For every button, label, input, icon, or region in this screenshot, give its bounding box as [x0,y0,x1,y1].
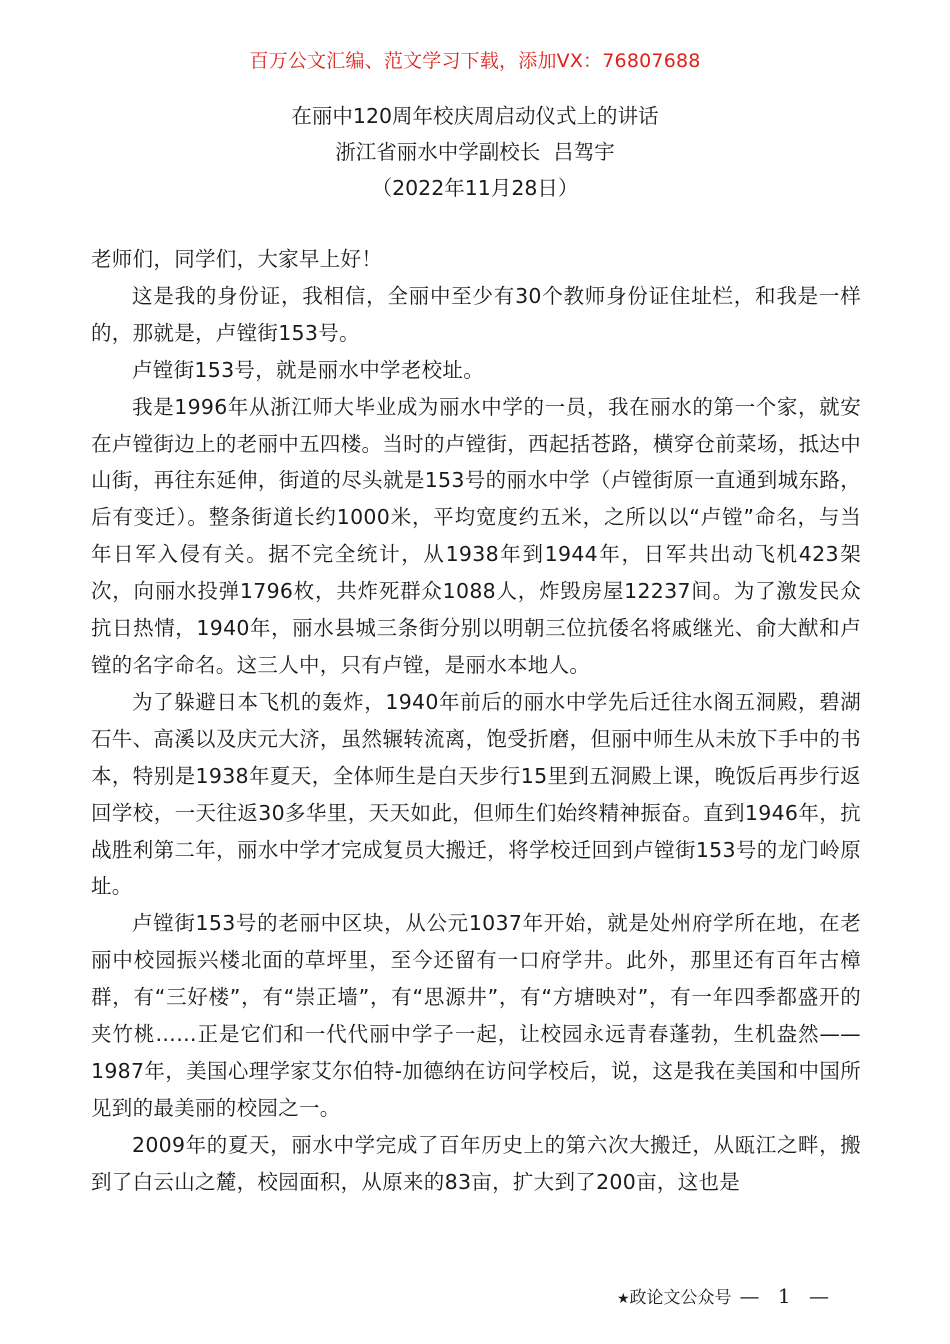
footer-source: 政论文公众号 [629,1288,732,1308]
paragraph: 为了躲避日本飞机的轰炸，1940年前后的丽水中学先后迁往水阁五洞殿，碧湖石牛、高溪以及庆元大济，虽然辗转流离，饱受折磨，但丽中师生从未放下手中的书本，特别是1938年夏天，全体师生是白天步行15里到五洞殿上课，晚饭后再步行返回学校，一天往返30多华里，天天如此，但师生们始终精神振奋。直到1946年，抗战胜利第二年，丽水中学才完成复员大搬迁，将学校迁回到卢镗街153号的龙门岭原址。 [91,689,861,899]
paragraph: 卢镗街153号的老丽中区块，从公元1037年开始，就是处州府学所在地，在老丽中校园振兴楼北面的草坪里，至今还留有一口府学井。此外，那里还有百年古樟群，有“三好楼”，有“崇正墙”，有“思源井”，有“方塘映对”，有一年四季都盛开的夹竹桃……正是它们和一代代丽中学子一起，让校园永远青春蓬勃，生机盎然——1987年，美国心理学家艾尔伯特-加德纳在访问学校后，说，这是我在美国和中国所见到的最美丽的校园之一。 [91,911,861,1120]
speech-body [91,241,861,1201]
speech-title: 在丽中120周年校庆周启动仪式上的讲话 [291,104,659,128]
page-number: — 1 — [739,1283,835,1308]
page-footer [617,1283,835,1308]
paragraph: 我是1996年从浙江师大毕业成为丽水中学的一员，我在丽水的第一个家，就安在卢镗街边上的老丽中五四楼。当时的卢镗街，西起括苍路，横穿仓前菜场，抵达中山街，再往东延伸，街道的尽头就是153号的丽水中学（卢镗街原一直通到城东路，后有变迁）。整条街道长约1000米，平均宽度约五米，之所以以“卢镗”命名，与当年日军入侵有关。据不完全统计，从1938年到1944年，日军共出动飞机423架次，向丽水投弹1796枚，共炸死群众1088人，炸毁房屋12237间。为了激发民众抗日热情，1940年，丽水县城三条街分别以明朝三位抗倭名将戚继光、俞大猷和卢镗的名字命名。这三人中，只有卢镗，是丽水本地人。 [91,394,861,677]
paragraph-greeting: 老师们，同学们，大家早上好！ [91,247,383,271]
paragraph: 这是我的身份证，我相信，全丽中至少有30个教师身份证住址栏，和我是一样的，那就是，卢镗街153号。 [91,283,861,345]
speaker-line: 浙江省丽水中学副校长 吕驾宇 [335,140,615,164]
header-banner: 百万公文汇编、范文学习下载，添加VX：76807688 [249,50,701,72]
paragraph: 卢镗街153号，就是丽水中学老校址。 [132,357,485,382]
speech-date: （2022年11月28日） [371,176,579,200]
title-block [0,98,950,206]
star-icon: ★ [616,1291,630,1307]
paragraph: 2009年的夏天，丽水中学完成了百年历史上的第六次大搬迁，从瓯江之畔，搬到了白云山之麓，校园面积，从原来的83亩，扩大到了200亩，这也是 [91,1132,861,1194]
